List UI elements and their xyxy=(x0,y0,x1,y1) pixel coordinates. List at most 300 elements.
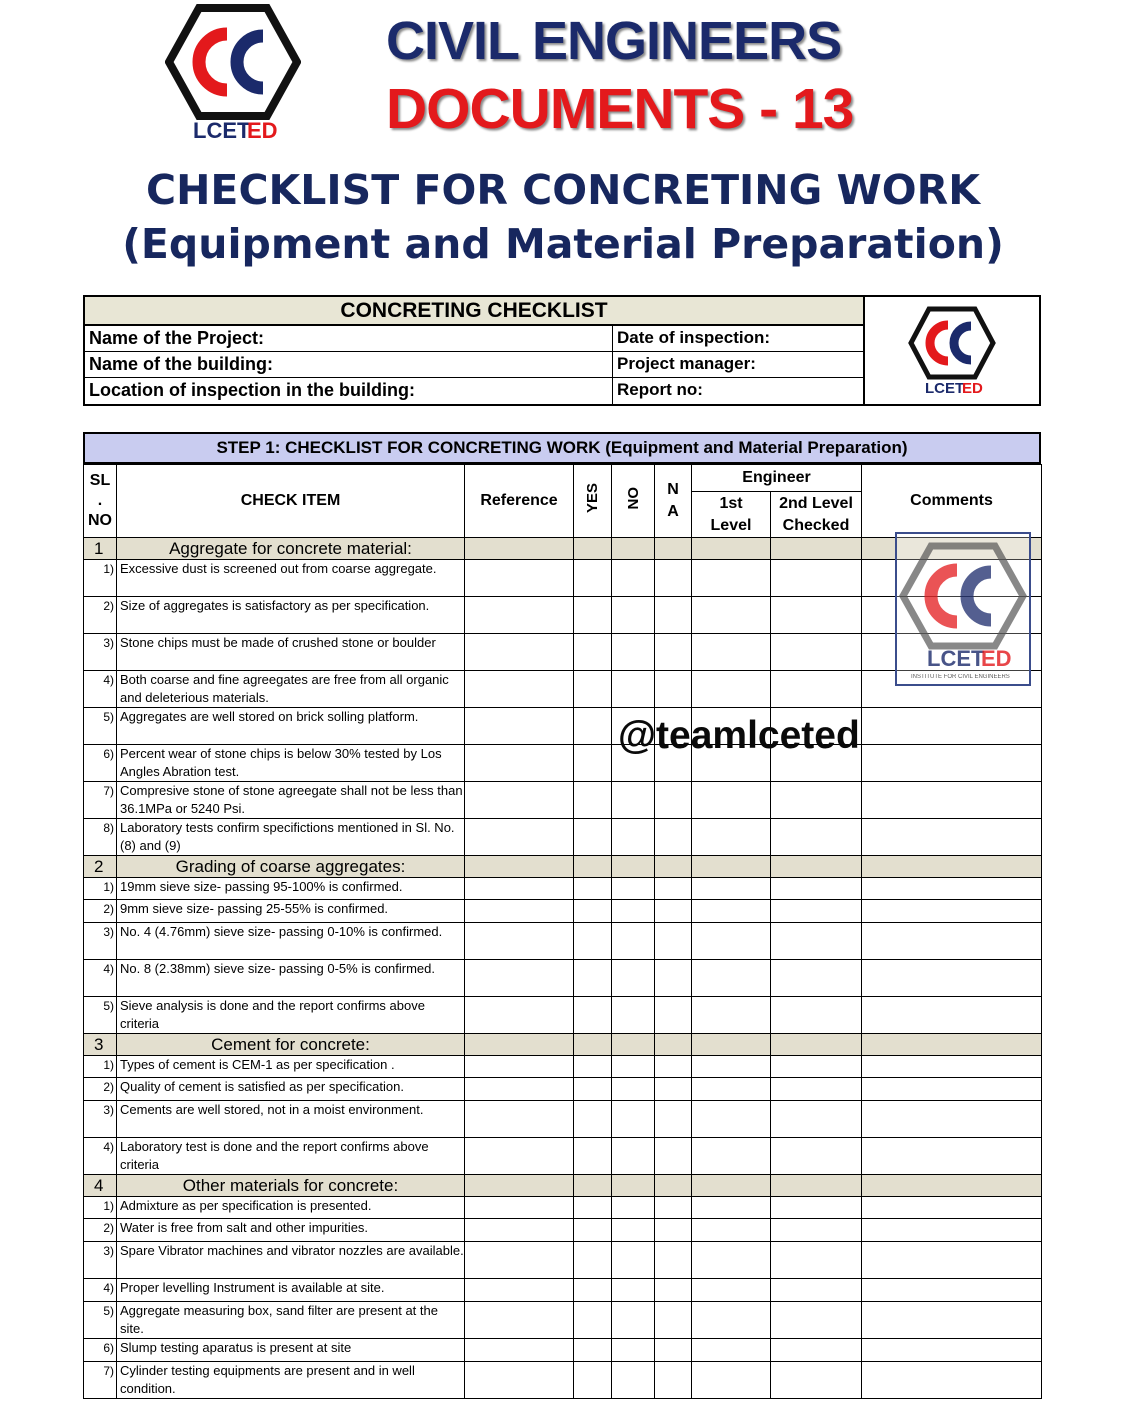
item-index: 3) xyxy=(84,923,117,960)
checklist-item-row xyxy=(84,708,1042,745)
yes-checkbox-cell[interactable] xyxy=(574,1078,612,1101)
section-cell xyxy=(862,1175,1042,1197)
item-text: Percent wear of stone chips is below 30% tested by Los Angles Abration test. xyxy=(117,745,465,782)
section-row xyxy=(84,856,1042,878)
project-manager-label: Project manager: xyxy=(617,354,756,373)
no-checkbox-cell[interactable] xyxy=(612,1279,655,1302)
comments-cell[interactable] xyxy=(862,745,1042,782)
svg-text:ED: ED xyxy=(962,380,983,397)
comments-cell[interactable] xyxy=(862,1101,1042,1138)
second-level-check-cell[interactable] xyxy=(771,1197,862,1219)
comments-cell[interactable] xyxy=(862,1219,1042,1242)
item-index: 2) xyxy=(84,1078,117,1101)
section-cell xyxy=(771,856,862,878)
lceted-logo xyxy=(165,4,301,142)
na-checkbox-cell[interactable] xyxy=(655,671,692,708)
section-cell xyxy=(862,856,1042,878)
reference-cell[interactable] xyxy=(465,1339,574,1362)
watermark-handle: @teamlceted xyxy=(618,714,860,757)
section-cell xyxy=(612,856,655,878)
svg-text:ED: ED xyxy=(981,646,1012,671)
item-index: 4) xyxy=(84,960,117,997)
col-sl-no: SL . NO xyxy=(84,465,117,538)
svg-text:INSTITUTE FOR CIVIL ENGINEERS: INSTITUTE FOR CIVIL ENGINEERS xyxy=(911,674,1010,680)
item-index: 2) xyxy=(84,1219,117,1242)
item-index: 7) xyxy=(84,782,117,819)
na-checkbox-cell[interactable] xyxy=(655,1242,692,1279)
checklist-item-row xyxy=(84,1279,1042,1302)
checklist-item-row xyxy=(84,1242,1042,1279)
section-cell xyxy=(655,538,692,560)
na-checkbox-cell[interactable] xyxy=(655,819,692,856)
checklist-item-row xyxy=(84,1056,1042,1078)
section-title: Other materials for concrete: xyxy=(117,1175,465,1197)
section-title: Cement for concrete: xyxy=(117,1034,465,1056)
second-level-check-cell[interactable] xyxy=(771,1078,862,1101)
report-no-label: Report no: xyxy=(617,380,703,399)
first-level-check-cell[interactable] xyxy=(692,960,771,997)
yes-checkbox-cell[interactable] xyxy=(574,560,612,597)
checklist-item-row xyxy=(84,1101,1042,1138)
section-number: 3 xyxy=(84,1034,117,1056)
item-index: 1) xyxy=(84,1056,117,1078)
section-cell xyxy=(574,538,612,560)
info-row-location xyxy=(85,378,863,404)
reference-cell[interactable] xyxy=(465,1219,574,1242)
banner-title-line1: CIVIL ENGINEERS xyxy=(386,11,842,71)
item-text: Spare Vibrator machines and vibrator nozzles are available. xyxy=(117,1242,465,1279)
col-engineer: Engineer xyxy=(692,465,862,492)
section-number: 1 xyxy=(84,538,117,560)
checklist-item-row xyxy=(84,819,1042,856)
na-checkbox-cell[interactable] xyxy=(655,1197,692,1219)
yes-checkbox-cell[interactable] xyxy=(574,1197,612,1219)
item-index: 4) xyxy=(84,1138,117,1175)
first-level-check-cell[interactable] xyxy=(692,1279,771,1302)
na-checkbox-cell[interactable] xyxy=(655,1101,692,1138)
first-level-check-cell[interactable] xyxy=(692,1362,771,1399)
second-level-check-cell[interactable] xyxy=(771,560,862,597)
first-level-check-cell[interactable] xyxy=(692,671,771,708)
svg-text:LCET: LCET xyxy=(925,380,965,397)
reference-cell[interactable] xyxy=(465,1279,574,1302)
section-row xyxy=(84,1034,1042,1056)
yes-checkbox-cell[interactable] xyxy=(574,878,612,900)
col-second-level: 2nd Level Checked xyxy=(771,492,862,538)
item-index: 5) xyxy=(84,708,117,745)
second-level-check-cell[interactable] xyxy=(771,900,862,923)
checklist-item-row xyxy=(84,923,1042,960)
reference-cell[interactable] xyxy=(465,1138,574,1175)
item-text: Size of aggregates is satisfactory as per specification. xyxy=(117,597,465,634)
reference-cell[interactable] xyxy=(465,997,574,1034)
na-checkbox-cell[interactable] xyxy=(655,1219,692,1242)
yes-checkbox-cell[interactable] xyxy=(574,923,612,960)
divider xyxy=(863,297,865,405)
comments-cell[interactable] xyxy=(862,997,1042,1034)
checklist-item-row xyxy=(84,1339,1042,1362)
second-level-check-cell[interactable] xyxy=(771,878,862,900)
yes-checkbox-cell[interactable] xyxy=(574,960,612,997)
item-index: 8) xyxy=(84,819,117,856)
na-checkbox-cell[interactable] xyxy=(655,560,692,597)
comments-cell[interactable] xyxy=(862,1302,1042,1339)
col-yes: YES xyxy=(574,465,612,538)
second-level-check-cell[interactable] xyxy=(771,782,862,819)
first-level-check-cell[interactable] xyxy=(692,1101,771,1138)
na-checkbox-cell[interactable] xyxy=(655,1339,692,1362)
reference-cell[interactable] xyxy=(465,671,574,708)
yes-checkbox-cell[interactable] xyxy=(574,819,612,856)
no-checkbox-cell[interactable] xyxy=(612,782,655,819)
section-cell xyxy=(692,538,771,560)
second-level-check-cell[interactable] xyxy=(771,1242,862,1279)
item-text: Aggregates are well stored on brick solling platform. xyxy=(117,708,465,745)
yes-checkbox-cell[interactable] xyxy=(574,1101,612,1138)
document-title: CHECKLIST FOR CONCRETING WORK xyxy=(146,166,980,214)
comments-cell[interactable] xyxy=(862,819,1042,856)
no-checkbox-cell[interactable] xyxy=(612,1197,655,1219)
no-checkbox-cell[interactable] xyxy=(612,878,655,900)
svg-text:ED: ED xyxy=(247,118,278,142)
logo-text: LCET xyxy=(193,118,251,142)
section-title: Aggregate for concrete material: xyxy=(117,538,465,560)
first-level-check-cell[interactable] xyxy=(692,1197,771,1219)
item-index: 3) xyxy=(84,634,117,671)
section-cell xyxy=(574,1175,612,1197)
comments-cell[interactable] xyxy=(862,1279,1042,1302)
item-text: Types of cement is CEM-1 as per specification . xyxy=(117,1056,465,1078)
na-checkbox-cell[interactable] xyxy=(655,1078,692,1101)
checklist-item-row xyxy=(84,960,1042,997)
item-text: Quality of cement is satisfied as per specification. xyxy=(117,1078,465,1101)
na-checkbox-cell[interactable] xyxy=(655,634,692,671)
second-level-check-cell[interactable] xyxy=(771,960,862,997)
document-subtitle: (Equipment and Material Preparation) xyxy=(122,220,1004,268)
checklist-item-row xyxy=(84,782,1042,819)
item-index: 1) xyxy=(84,1197,117,1219)
second-level-check-cell[interactable] xyxy=(771,597,862,634)
no-checkbox-cell[interactable] xyxy=(612,1101,655,1138)
checklist-item-row xyxy=(84,1078,1042,1101)
first-level-check-cell[interactable] xyxy=(692,900,771,923)
reference-cell[interactable] xyxy=(465,900,574,923)
comments-cell[interactable] xyxy=(862,782,1042,819)
item-text: Laboratory test is done and the report confirms above criteria xyxy=(117,1138,465,1175)
na-checkbox-cell[interactable] xyxy=(655,900,692,923)
no-checkbox-cell[interactable] xyxy=(612,960,655,997)
section-cell xyxy=(574,856,612,878)
item-text: 19mm sieve size- passing 95-100% is confirmed. xyxy=(117,878,465,900)
na-checkbox-cell[interactable] xyxy=(655,1362,692,1399)
item-index: 3) xyxy=(84,1242,117,1279)
checklist-item-row xyxy=(84,1138,1042,1175)
section-cell xyxy=(574,1034,612,1056)
section-cell xyxy=(612,1175,655,1197)
col-check-item: CHECK ITEM xyxy=(117,465,465,538)
yes-checkbox-cell[interactable] xyxy=(574,1302,612,1339)
item-index: 2) xyxy=(84,597,117,634)
location-label: Location of inspection in the building: xyxy=(89,380,415,400)
info-row-project xyxy=(85,326,863,352)
na-checkbox-cell[interactable] xyxy=(655,1279,692,1302)
comments-cell[interactable] xyxy=(862,708,1042,745)
item-text: No. 4 (4.76mm) sieve size- passing 0-10% is confirmed. xyxy=(117,923,465,960)
reference-cell[interactable] xyxy=(465,1242,574,1279)
col-first-level: 1st Level xyxy=(692,492,771,538)
no-checkbox-cell[interactable] xyxy=(612,634,655,671)
na-checkbox-cell[interactable] xyxy=(655,782,692,819)
no-checkbox-cell[interactable] xyxy=(612,1362,655,1399)
first-level-check-cell[interactable] xyxy=(692,1056,771,1078)
yes-checkbox-cell[interactable] xyxy=(574,745,612,782)
reference-cell[interactable] xyxy=(465,1197,574,1219)
section-cell xyxy=(692,1034,771,1056)
item-index: 4) xyxy=(84,671,117,708)
reference-cell[interactable] xyxy=(465,819,574,856)
item-text: 9mm sieve size- passing 25-55% is confirmed. xyxy=(117,900,465,923)
yes-checkbox-cell[interactable] xyxy=(574,997,612,1034)
svg-text:LCET: LCET xyxy=(927,646,985,671)
no-checkbox-cell[interactable] xyxy=(612,900,655,923)
second-level-check-cell[interactable] xyxy=(771,1219,862,1242)
second-level-check-cell[interactable] xyxy=(771,1138,862,1175)
item-text: Both coarse and fine agreegates are free from all organic and deleterious materials. xyxy=(117,671,465,708)
first-level-check-cell[interactable] xyxy=(692,1302,771,1339)
first-level-check-cell[interactable] xyxy=(692,560,771,597)
item-index: 1) xyxy=(84,560,117,597)
yes-checkbox-cell[interactable] xyxy=(574,1279,612,1302)
yes-checkbox-cell[interactable] xyxy=(574,708,612,745)
section-cell xyxy=(465,1175,574,1197)
reference-cell[interactable] xyxy=(465,745,574,782)
yes-checkbox-cell[interactable] xyxy=(574,1138,612,1175)
checklist-item-row xyxy=(84,1219,1042,1242)
second-level-check-cell[interactable] xyxy=(771,997,862,1034)
item-text: Cements are well stored, not in a moist environment. xyxy=(117,1101,465,1138)
item-index: 2) xyxy=(84,900,117,923)
first-level-check-cell[interactable] xyxy=(692,878,771,900)
comments-cell[interactable] xyxy=(862,1197,1042,1219)
no-checkbox-cell[interactable] xyxy=(612,997,655,1034)
first-level-check-cell[interactable] xyxy=(692,923,771,960)
item-text: Sieve analysis is done and the report confirms above criteria xyxy=(117,997,465,1034)
no-checkbox-cell[interactable] xyxy=(612,671,655,708)
first-level-check-cell[interactable] xyxy=(692,1078,771,1101)
yes-checkbox-cell[interactable] xyxy=(574,1339,612,1362)
banner-title-line2: DOCUMENTS - 13 xyxy=(386,77,854,141)
reference-cell[interactable] xyxy=(465,1302,574,1339)
section-cell xyxy=(465,1034,574,1056)
date-of-inspection-label: Date of inspection: xyxy=(617,328,771,347)
checklist-item-row xyxy=(84,997,1042,1034)
section-cell xyxy=(655,1034,692,1056)
no-checkbox-cell[interactable] xyxy=(612,560,655,597)
first-level-check-cell[interactable] xyxy=(692,1138,771,1175)
comments-cell[interactable] xyxy=(862,1138,1042,1175)
second-level-check-cell[interactable] xyxy=(771,923,862,960)
second-level-check-cell[interactable] xyxy=(771,634,862,671)
item-text: Excessive dust is screened out from coarse aggregate. xyxy=(117,560,465,597)
info-row-building xyxy=(85,352,863,378)
comments-cell[interactable] xyxy=(862,1242,1042,1279)
checklist-item-row xyxy=(84,1362,1042,1399)
reference-cell[interactable] xyxy=(465,1078,574,1101)
item-index: 1) xyxy=(84,878,117,900)
comments-cell[interactable] xyxy=(862,900,1042,923)
section-cell xyxy=(465,856,574,878)
section-cell xyxy=(655,856,692,878)
second-level-check-cell[interactable] xyxy=(771,1279,862,1302)
item-index: 4) xyxy=(84,1279,117,1302)
second-level-check-cell[interactable] xyxy=(771,1056,862,1078)
second-level-check-cell[interactable] xyxy=(771,1362,862,1399)
second-level-check-cell[interactable] xyxy=(771,1302,862,1339)
reference-cell[interactable] xyxy=(465,560,574,597)
item-index: 5) xyxy=(84,997,117,1034)
checklist-item-row xyxy=(84,878,1042,900)
first-level-check-cell[interactable] xyxy=(692,597,771,634)
checklist-item-row xyxy=(84,1197,1042,1219)
item-index: 7) xyxy=(84,1362,117,1399)
second-level-check-cell[interactable] xyxy=(771,1101,862,1138)
item-text: Stone chips must be made of crushed stone or boulder xyxy=(117,634,465,671)
second-level-check-cell[interactable] xyxy=(771,1339,862,1362)
section-cell xyxy=(612,1034,655,1056)
no-checkbox-cell[interactable] xyxy=(612,1339,655,1362)
checklist-item-row xyxy=(84,745,1042,782)
na-checkbox-cell[interactable] xyxy=(655,997,692,1034)
no-checkbox-cell[interactable] xyxy=(612,923,655,960)
na-checkbox-cell[interactable] xyxy=(655,923,692,960)
building-name-label: Name of the building: xyxy=(89,354,273,374)
reference-cell[interactable] xyxy=(465,782,574,819)
na-checkbox-cell[interactable] xyxy=(655,960,692,997)
yes-checkbox-cell[interactable] xyxy=(574,1362,612,1399)
item-text: Compresive stone of stone agreegate shall not be less than 36.1MPa or 5240 Psi. xyxy=(117,782,465,819)
comments-cell[interactable] xyxy=(862,923,1042,960)
comments-cell[interactable] xyxy=(862,1078,1042,1101)
na-checkbox-cell[interactable] xyxy=(655,597,692,634)
section-cell xyxy=(465,538,574,560)
no-checkbox-cell[interactable] xyxy=(612,1056,655,1078)
comments-cell[interactable] xyxy=(862,960,1042,997)
item-text: Proper levelling Instrument is available at site. xyxy=(117,1279,465,1302)
first-level-check-cell[interactable] xyxy=(692,782,771,819)
first-level-check-cell[interactable] xyxy=(692,634,771,671)
section-cell xyxy=(771,538,862,560)
reference-cell[interactable] xyxy=(465,878,574,900)
section-number: 2 xyxy=(84,856,117,878)
lceted-stamp xyxy=(895,532,1031,686)
section-cell xyxy=(771,1175,862,1197)
yes-checkbox-cell[interactable] xyxy=(574,1056,612,1078)
na-checkbox-cell[interactable] xyxy=(655,1302,692,1339)
checklist-heading: CONCRETING CHECKLIST xyxy=(85,297,863,326)
item-index: 6) xyxy=(84,1339,117,1362)
first-level-check-cell[interactable] xyxy=(692,997,771,1034)
yes-checkbox-cell[interactable] xyxy=(574,597,612,634)
reference-cell[interactable] xyxy=(465,923,574,960)
first-level-check-cell[interactable] xyxy=(692,1242,771,1279)
comments-cell[interactable] xyxy=(862,1362,1042,1399)
item-index: 6) xyxy=(84,745,117,782)
na-checkbox-cell[interactable] xyxy=(655,1056,692,1078)
section-title: Grading of coarse aggregates: xyxy=(117,856,465,878)
reference-cell[interactable] xyxy=(465,708,574,745)
section-cell xyxy=(771,1034,862,1056)
first-level-check-cell[interactable] xyxy=(692,1219,771,1242)
checklist-item-row xyxy=(84,900,1042,923)
no-checkbox-cell[interactable] xyxy=(612,1242,655,1279)
reference-cell[interactable] xyxy=(465,1101,574,1138)
comments-cell[interactable] xyxy=(862,878,1042,900)
reference-cell[interactable] xyxy=(465,634,574,671)
reference-cell[interactable] xyxy=(465,1362,574,1399)
section-row xyxy=(84,1175,1042,1197)
comments-cell[interactable] xyxy=(862,1339,1042,1362)
first-level-check-cell[interactable] xyxy=(692,1339,771,1362)
step-title: STEP 1: CHECKLIST FOR CONCRETING WORK (Equipment and Material Preparation) xyxy=(83,432,1041,464)
yes-checkbox-cell[interactable] xyxy=(574,1219,612,1242)
second-level-check-cell[interactable] xyxy=(771,819,862,856)
project-info-block xyxy=(83,295,1041,406)
col-reference: Reference xyxy=(465,465,574,538)
first-level-check-cell[interactable] xyxy=(692,819,771,856)
col-na: N A xyxy=(655,465,692,538)
yes-checkbox-cell[interactable] xyxy=(574,671,612,708)
no-checkbox-cell[interactable] xyxy=(612,1078,655,1101)
col-comments: Comments xyxy=(862,465,1042,538)
yes-checkbox-cell[interactable] xyxy=(574,900,612,923)
item-text: Laboratory tests confirm specifictions mentioned in Sl. No. (8) and (9) xyxy=(117,819,465,856)
item-text: No. 8 (2.38mm) sieve size- passing 0-5% is confirmed. xyxy=(117,960,465,997)
no-checkbox-cell[interactable] xyxy=(612,819,655,856)
item-text: Admixture as per specification is presented. xyxy=(117,1197,465,1219)
no-checkbox-cell[interactable] xyxy=(612,1138,655,1175)
yes-checkbox-cell[interactable] xyxy=(574,782,612,819)
no-checkbox-cell[interactable] xyxy=(612,1219,655,1242)
section-cell xyxy=(692,856,771,878)
col-no: NO xyxy=(612,465,655,538)
no-checkbox-cell[interactable] xyxy=(612,1302,655,1339)
project-name-label: Name of the Project: xyxy=(89,328,265,348)
no-checkbox-cell[interactable] xyxy=(612,597,655,634)
second-level-check-cell[interactable] xyxy=(771,671,862,708)
reference-cell[interactable] xyxy=(465,597,574,634)
section-cell xyxy=(862,1034,1042,1056)
item-index: 3) xyxy=(84,1101,117,1138)
item-text: Cylinder testing equipments are present and in well condition. xyxy=(117,1362,465,1399)
section-cell xyxy=(692,1175,771,1197)
reference-cell[interactable] xyxy=(465,960,574,997)
yes-checkbox-cell[interactable] xyxy=(574,1242,612,1279)
comments-cell[interactable] xyxy=(862,1056,1042,1078)
section-cell xyxy=(612,538,655,560)
na-checkbox-cell[interactable] xyxy=(655,878,692,900)
item-text: Water is free from salt and other impurities. xyxy=(117,1219,465,1242)
item-text: Aggregate measuring box, sand filter are present at the site. xyxy=(117,1302,465,1339)
section-cell xyxy=(655,1175,692,1197)
section-number: 4 xyxy=(84,1175,117,1197)
checklist-item-row xyxy=(84,1302,1042,1339)
reference-cell[interactable] xyxy=(465,1056,574,1078)
divider xyxy=(612,326,613,405)
yes-checkbox-cell[interactable] xyxy=(574,634,612,671)
item-index: 5) xyxy=(84,1302,117,1339)
na-checkbox-cell[interactable] xyxy=(655,1138,692,1175)
lceted-logo-small xyxy=(907,305,997,397)
